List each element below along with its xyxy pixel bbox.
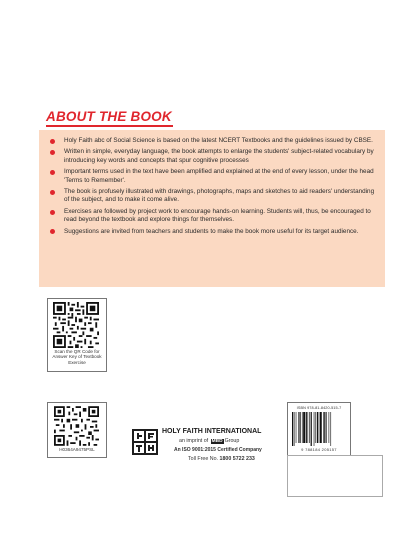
heading-underline [46,125,173,127]
isbn-label: ISBN 978-81-8420-515-7 [296,406,342,410]
mbd-logo: MBD [211,439,223,444]
bullet-icon [50,150,55,155]
answer-key-qr-box [47,298,107,372]
bullet-icon [50,139,55,144]
about-the-book-box [39,130,385,287]
bullet-icon [50,229,55,234]
list-item: Suggestions are invited from teachers and students to make the book more useful for its target audience. [49,228,375,236]
barcode-icon [292,412,346,446]
list-item: Written in simple, everyday language, the book attempts to enlarge the students' subject-related vocabulary by introducing key words and concepts that spur cognitive processes [49,148,375,165]
publisher-imprint: an imprint of MBD Group [179,438,240,444]
price-sticker-area [287,455,383,497]
bullet-icon [50,210,55,215]
holy-faith-logo-icon [132,429,158,455]
list-item: Holy Faith abc of Social Science is based on the latest NCERT Textbooks and the guidelines issued by CBSE. [49,137,375,145]
product-qr-box [47,402,107,458]
about-the-book-heading: ABOUT THE BOOK [46,109,172,124]
about-list [39,130,385,236]
list-item: Exercises are followed by project work to encourage hands-on learning. Students will, thus, be encouraged to read beyond the textbook and explore things for themselves. [49,208,375,225]
bullet-icon [50,170,55,175]
isbn-barcode [287,402,351,456]
publisher-name: HOLY FAITH INTERNATIONAL [162,428,262,435]
qr-code-icon[interactable] [54,406,99,446]
bullet-icon [50,190,55,195]
list-item: The book is profusely illustrated with drawings, photographs, maps and sketches to aid readers' understanding of the subject, and to make it come alive. [49,188,375,205]
publisher-block [132,428,282,468]
qr-code-icon[interactable] [53,302,99,348]
qr-code-number: H0364A9475PSL [59,447,95,452]
qr-caption: Scan the QR Code for Answer Key of Textbook Exercise [52,349,102,365]
toll-free-number: Toll Free No. 1800 5722 233 [188,456,255,462]
list-item: Important terms used in the text have been amplified and explained at the end of every lesson, under the head 'Terms to Remember'. [49,168,375,185]
iso-certification: An ISO 9001:2015 Certified Company [174,447,262,453]
barcode-digits: 9 788184 205157 [301,447,337,452]
